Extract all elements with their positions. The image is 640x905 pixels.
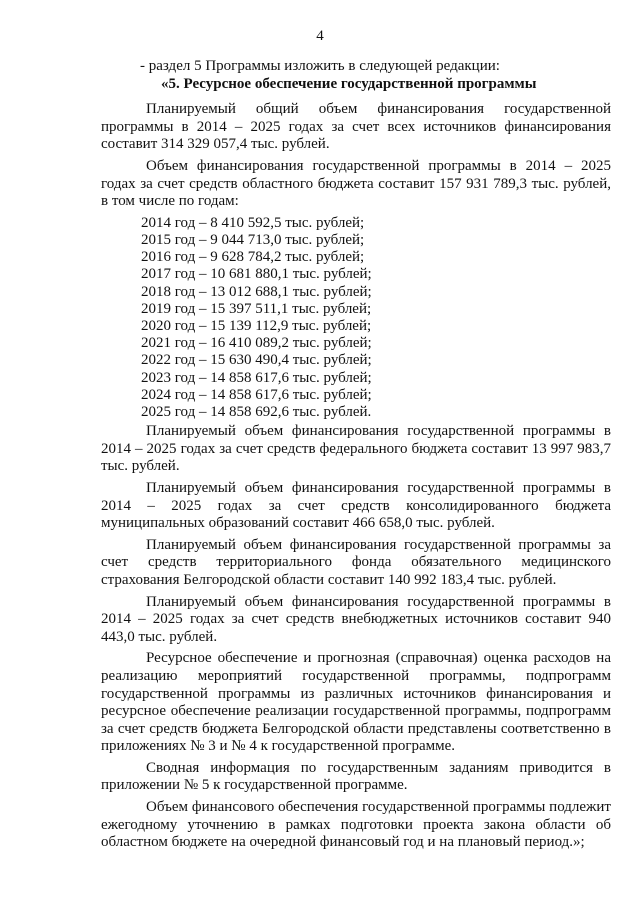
list-item: 2025 год – 14 858 692,6 тыс. рублей. [141,403,372,420]
list-item: 2023 год – 14 858 617,6 тыс. рублей; [141,369,372,386]
section-heading: «5. Ресурсное обеспечение государственной программы [161,75,537,92]
list-item: 2024 год – 14 858 617,6 тыс. рублей; [141,386,372,403]
list-item: 2020 год – 15 139 112,9 тыс. рублей; [141,317,372,334]
list-item: 2021 год – 16 410 089,2 тыс. рублей; [141,335,372,352]
paragraph-medical-insurance-fund: Планируемый объем финансирования государственной программы за счет средств территориального фонда обязательного медицинского страхования Белгородской области составит 140 992 183,4 тыс. рублей. [101,536,611,588]
paragraph-resource-appendices: Ресурсное обеспечение и прогнозная (справочная) оценка расходов на реализацию мероприятий государственной программы, подпрограмм государственной программы из различных источников финансирования и ресурсное обеспечение реализации государственной программы, подпрограмм за счет средств бюджета Белгородской области представлены соответственно в приложениях № 3 и № 4 к государственной программе. [101,650,611,755]
paragraph-total-funding: Планируемый общий объем финансирования государственной программы в 2014 – 2025 годах за счет всех источников финансирования составит 314 329 057,4 тыс. рублей. [101,101,611,153]
paragraph-federal-budget: Планируемый объем финансирования государственной программы в 2014 – 2025 годах за счет средств федерального бюджета составит 13 997 983,7 тыс. рублей. [101,423,611,475]
list-item: 2015 год – 9 044 713,0 тыс. рублей; [141,231,365,248]
list-item: 2018 год – 13 012 688,1 тыс. рублей; [141,283,372,300]
paragraph-annual-adjustment: Объем финансового обеспечения государственной программы подлежит ежегодному уточнению в рамках подготовки проекта закона области об областном бюджете на очередной финансовый год и на плановый период.»; [101,799,611,851]
list-item: 2019 год – 15 397 511,1 тыс. рублей; [141,300,372,317]
paragraph-extrabudgetary: Планируемый объем финансирования государственной программы в 2014 – 2025 годах за счет средств внебюджетных источников составит 940 443,0 тыс. рублей. [101,593,611,645]
paragraph-regional-budget: Объем финансирования государственной программы в 2014 – 2025 годах за счет средств областного бюджета составит 157 931 789,3 тыс. рублей, в том числе по годам: [101,157,611,210]
yearly-funding-list [141,215,611,421]
list-item: 2022 год – 15 630 490,4 тыс. рублей; [141,352,372,369]
list-item: 2017 год – 10 681 880,1 тыс. рублей; [141,266,372,283]
paragraph-municipal-budget: Планируемый объем финансирования государственной программы в 2014 – 2025 годах за счет средств консолидированного бюджета муниципальных образований составит 466 658,0 тыс. рублей. [101,479,611,532]
list-item: 2016 год – 9 628 784,2 тыс. рублей; [141,249,365,266]
paragraph-state-assignments: Сводная информация по государственным заданиям приводится в приложении № 5 к государственной программе. [101,759,611,794]
intro-line: - раздел 5 Программы изложить в следующей редакции: [140,58,500,74]
list-item: 2014 год – 8 410 592,5 тыс. рублей; [141,214,365,231]
page-number: 4 [316,28,324,44]
document-body [101,58,611,856]
